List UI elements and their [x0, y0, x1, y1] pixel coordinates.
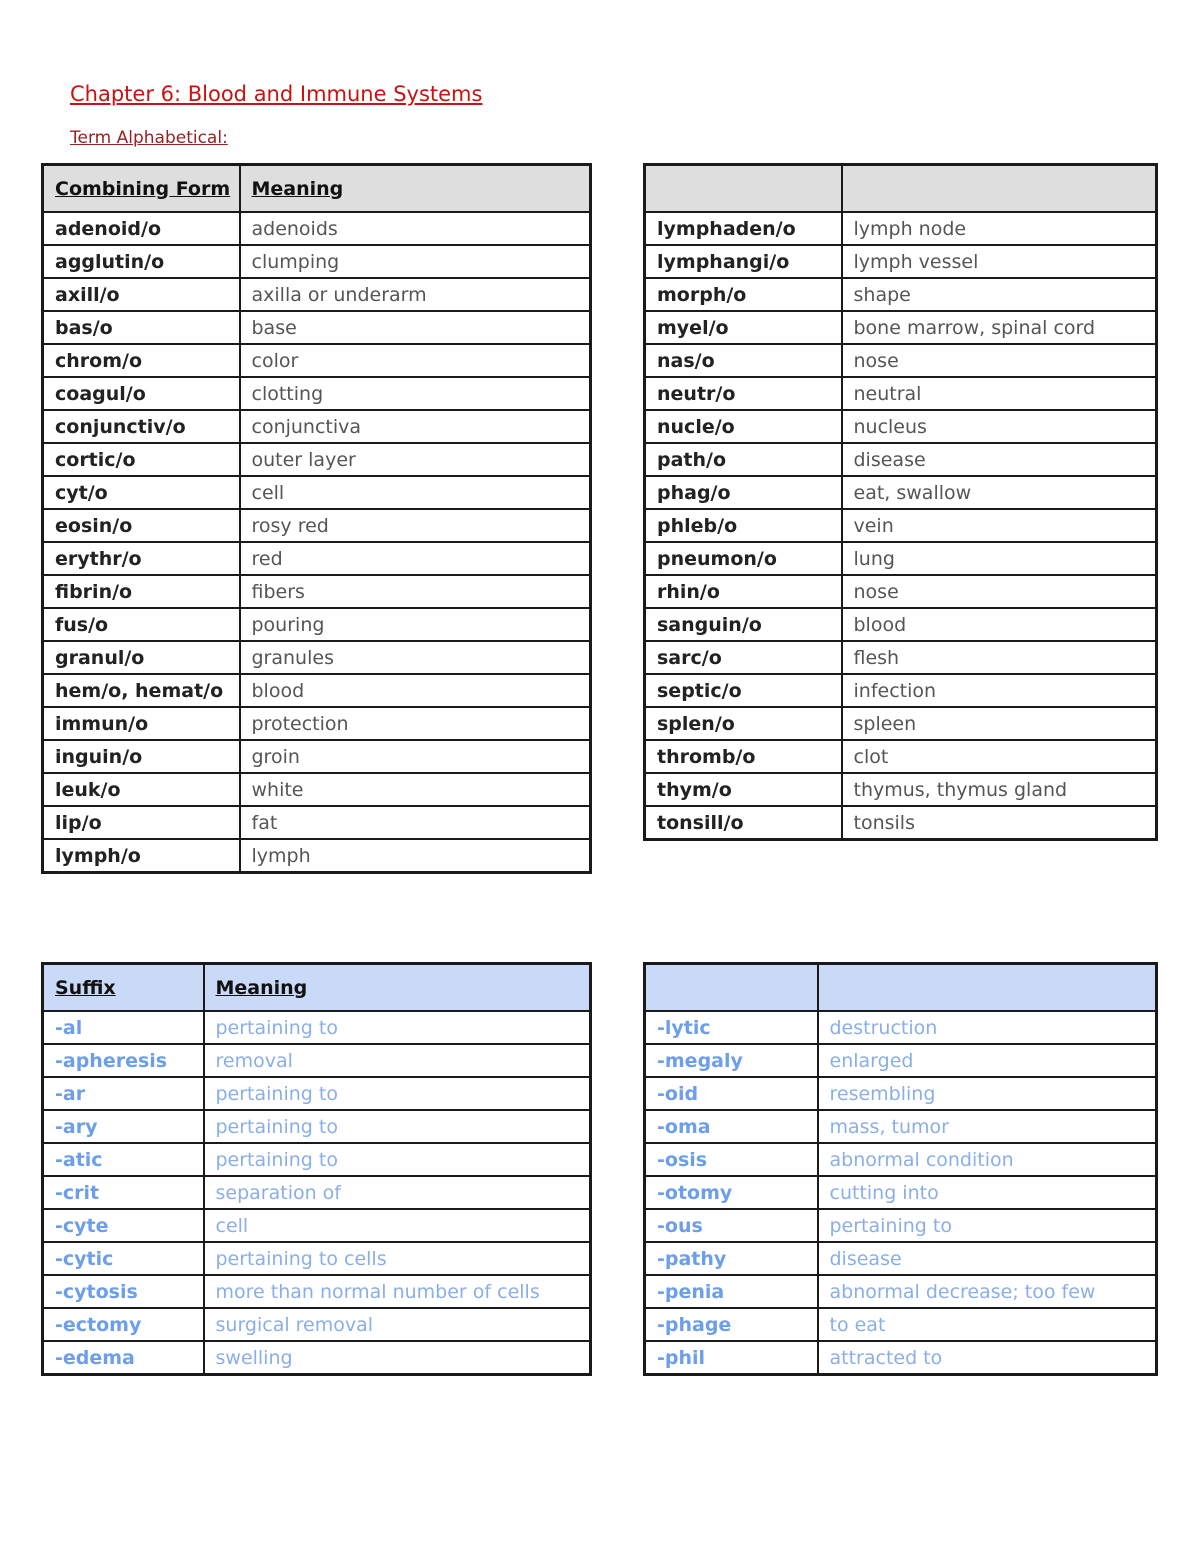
meaning-cell: nucleus [842, 410, 1157, 443]
table-row [645, 1011, 1157, 1044]
meaning-cell: tonsils [842, 806, 1157, 840]
meaning-cell: bone marrow, spinal cord [842, 311, 1157, 344]
meaning-column-header [818, 964, 1157, 1012]
meaning-cell: pertaining to [204, 1011, 591, 1044]
meaning-cell: groin [240, 740, 591, 773]
table-row [43, 740, 591, 773]
term-cell: -otomy [645, 1176, 818, 1209]
table-row [43, 278, 591, 311]
table-row [43, 443, 591, 476]
meaning-column-header: Meaning [240, 165, 591, 213]
combining-forms-table-left [41, 163, 592, 874]
term-cell: -ary [43, 1110, 204, 1143]
table-row [645, 674, 1157, 707]
meaning-cell: conjunctiva [240, 410, 591, 443]
meaning-cell: infection [842, 674, 1157, 707]
meaning-cell: removal [204, 1044, 591, 1077]
term-cell: -osis [645, 1143, 818, 1176]
table-row [645, 1110, 1157, 1143]
term-cell: phleb/o [645, 509, 842, 542]
meaning-column-header: Meaning [204, 964, 591, 1012]
table-row [645, 509, 1157, 542]
meaning-cell: more than normal number of cells [204, 1275, 591, 1308]
meaning-cell: lymph node [842, 212, 1157, 245]
term-cell: sanguin/o [645, 608, 842, 641]
table-row [645, 245, 1157, 278]
table-row [43, 1011, 591, 1044]
term-cell: -cyte [43, 1209, 204, 1242]
term-cell: bas/o [43, 311, 240, 344]
meaning-cell: to eat [818, 1308, 1157, 1341]
meaning-cell: thymus, thymus gland [842, 773, 1157, 806]
meaning-cell: red [240, 542, 591, 575]
term-column-header: Suffix [43, 964, 204, 1012]
table-row [645, 476, 1157, 509]
table-row [645, 377, 1157, 410]
term-cell: fibrin/o [43, 575, 240, 608]
table-row [43, 839, 591, 873]
meaning-cell: lymph [240, 839, 591, 873]
term-cell: lymphangi/o [645, 245, 842, 278]
term-cell: -phil [645, 1341, 818, 1375]
meaning-cell: pertaining to [204, 1077, 591, 1110]
table-row [645, 1176, 1157, 1209]
meaning-cell: axilla or underarm [240, 278, 591, 311]
meaning-cell: blood [240, 674, 591, 707]
meaning-cell: outer layer [240, 443, 591, 476]
term-cell: immun/o [43, 707, 240, 740]
table-row [43, 476, 591, 509]
meaning-cell: pouring [240, 608, 591, 641]
meaning-cell: surgical removal [204, 1308, 591, 1341]
meaning-cell: nose [842, 575, 1157, 608]
term-cell: -atic [43, 1143, 204, 1176]
term-cell: lymphaden/o [645, 212, 842, 245]
term-cell: eosin/o [43, 509, 240, 542]
meaning-cell: neutral [842, 377, 1157, 410]
term-cell: -megaly [645, 1044, 818, 1077]
table-row [645, 311, 1157, 344]
table-row [43, 377, 591, 410]
table-row [645, 212, 1157, 245]
meaning-cell: color [240, 344, 591, 377]
meaning-cell: destruction [818, 1011, 1157, 1044]
term-cell: -ar [43, 1077, 204, 1110]
term-cell: neutr/o [645, 377, 842, 410]
table-row [645, 773, 1157, 806]
meaning-cell: abnormal decrease; too few [818, 1275, 1157, 1308]
meaning-cell: cell [204, 1209, 591, 1242]
table-row [43, 1275, 591, 1308]
term-column-header [645, 964, 818, 1012]
meaning-cell: rosy red [240, 509, 591, 542]
table-row [43, 806, 591, 839]
meaning-cell: abnormal condition [818, 1143, 1157, 1176]
table-row [645, 1209, 1157, 1242]
table-row [645, 1044, 1157, 1077]
meaning-cell: enlarged [818, 1044, 1157, 1077]
term-cell: cyt/o [43, 476, 240, 509]
table-row [43, 212, 591, 245]
term-cell: agglutin/o [43, 245, 240, 278]
table-header-row [43, 964, 591, 1012]
table-row [645, 344, 1157, 377]
term-cell: septic/o [645, 674, 842, 707]
meaning-cell: nose [842, 344, 1157, 377]
table-row [645, 1077, 1157, 1110]
term-cell: splen/o [645, 707, 842, 740]
suffixes-table-right [643, 962, 1158, 1376]
meaning-cell: resembling [818, 1077, 1157, 1110]
term-cell: adenoid/o [43, 212, 240, 245]
term-cell: erythr/o [43, 542, 240, 575]
meaning-cell: mass, tumor [818, 1110, 1157, 1143]
table-row [645, 1275, 1157, 1308]
meaning-cell: disease [818, 1242, 1157, 1275]
meaning-cell: clotting [240, 377, 591, 410]
term-cell: sarc/o [645, 641, 842, 674]
term-cell: morph/o [645, 278, 842, 311]
term-cell: hem/o, hemat/o [43, 674, 240, 707]
term-cell: pneumon/o [645, 542, 842, 575]
meaning-cell: clumping [240, 245, 591, 278]
term-cell: fus/o [43, 608, 240, 641]
term-cell: tonsill/o [645, 806, 842, 840]
table-row [645, 443, 1157, 476]
meaning-cell: adenoids [240, 212, 591, 245]
table-row [645, 806, 1157, 840]
meaning-cell: eat, swallow [842, 476, 1157, 509]
table-row [43, 575, 591, 608]
table-row [43, 1341, 591, 1375]
table-row [43, 1209, 591, 1242]
meaning-cell: base [240, 311, 591, 344]
term-cell: -penia [645, 1275, 818, 1308]
meaning-cell: shape [842, 278, 1157, 311]
table-row [43, 608, 591, 641]
table-row [645, 542, 1157, 575]
meaning-cell: lymph vessel [842, 245, 1157, 278]
term-cell: -cytosis [43, 1275, 204, 1308]
table-row [645, 278, 1157, 311]
table-row [43, 1110, 591, 1143]
table-row [43, 1308, 591, 1341]
table-row [645, 410, 1157, 443]
meaning-cell: vein [842, 509, 1157, 542]
table-row [645, 1143, 1157, 1176]
meaning-cell: swelling [204, 1341, 591, 1375]
meaning-cell: white [240, 773, 591, 806]
meaning-cell: clot [842, 740, 1157, 773]
table-row [645, 1341, 1157, 1375]
term-cell: conjunctiv/o [43, 410, 240, 443]
table-row [43, 344, 591, 377]
section-subtitle: Term Alphabetical: [70, 128, 228, 148]
meaning-cell: pertaining to cells [204, 1242, 591, 1275]
table-row [43, 674, 591, 707]
term-cell: path/o [645, 443, 842, 476]
term-cell: myel/o [645, 311, 842, 344]
meaning-cell: pertaining to [204, 1143, 591, 1176]
term-column-header [645, 165, 842, 213]
table-row [645, 641, 1157, 674]
table-header-row [645, 964, 1157, 1012]
term-cell: granul/o [43, 641, 240, 674]
table-row [43, 641, 591, 674]
term-cell: axill/o [43, 278, 240, 311]
table-row [645, 575, 1157, 608]
table-row [645, 707, 1157, 740]
term-cell: lip/o [43, 806, 240, 839]
page-title: Chapter 6: Blood and Immune Systems [70, 82, 483, 106]
term-cell: -ous [645, 1209, 818, 1242]
table-row [43, 245, 591, 278]
term-cell: inguin/o [43, 740, 240, 773]
table-row [43, 1242, 591, 1275]
term-cell: -ectomy [43, 1308, 204, 1341]
table-header-row [645, 165, 1157, 213]
meaning-cell: fat [240, 806, 591, 839]
meaning-cell: disease [842, 443, 1157, 476]
term-cell: -cytic [43, 1242, 204, 1275]
meaning-cell: pertaining to [204, 1110, 591, 1143]
term-cell: -crit [43, 1176, 204, 1209]
meaning-cell: lung [842, 542, 1157, 575]
term-cell: -edema [43, 1341, 204, 1375]
term-column-header: Combining Form [43, 165, 240, 213]
term-cell: -al [43, 1011, 204, 1044]
meaning-cell: separation of [204, 1176, 591, 1209]
meaning-cell: fibers [240, 575, 591, 608]
table-row [43, 1044, 591, 1077]
term-cell: rhin/o [645, 575, 842, 608]
meaning-cell: granules [240, 641, 591, 674]
table-row [43, 773, 591, 806]
table-header-row [43, 165, 591, 213]
term-cell: thym/o [645, 773, 842, 806]
combining-forms-table-right [643, 163, 1158, 841]
term-cell: -oid [645, 1077, 818, 1110]
table-row [43, 410, 591, 443]
meaning-cell: attracted to [818, 1341, 1157, 1375]
term-cell: phag/o [645, 476, 842, 509]
meaning-column-header [842, 165, 1157, 213]
meaning-cell: cutting into [818, 1176, 1157, 1209]
meaning-cell: spleen [842, 707, 1157, 740]
table-row [43, 542, 591, 575]
term-cell: leuk/o [43, 773, 240, 806]
term-cell: nas/o [645, 344, 842, 377]
table-row [645, 740, 1157, 773]
table-row [645, 1308, 1157, 1341]
term-cell: -lytic [645, 1011, 818, 1044]
term-cell: coagul/o [43, 377, 240, 410]
term-cell: -oma [645, 1110, 818, 1143]
meaning-cell: protection [240, 707, 591, 740]
term-cell: nucle/o [645, 410, 842, 443]
table-row [43, 311, 591, 344]
table-row [645, 608, 1157, 641]
table-row [43, 1143, 591, 1176]
term-cell: cortic/o [43, 443, 240, 476]
meaning-cell: blood [842, 608, 1157, 641]
table-row [43, 509, 591, 542]
suffixes-table-left [41, 962, 592, 1376]
meaning-cell: pertaining to [818, 1209, 1157, 1242]
table-row [43, 1077, 591, 1110]
table-row [645, 1242, 1157, 1275]
meaning-cell: cell [240, 476, 591, 509]
term-cell: thromb/o [645, 740, 842, 773]
term-cell: -phage [645, 1308, 818, 1341]
term-cell: -pathy [645, 1242, 818, 1275]
table-row [43, 1176, 591, 1209]
term-cell: -apheresis [43, 1044, 204, 1077]
term-cell: lymph/o [43, 839, 240, 873]
table-row [43, 707, 591, 740]
meaning-cell: flesh [842, 641, 1157, 674]
term-cell: chrom/o [43, 344, 240, 377]
